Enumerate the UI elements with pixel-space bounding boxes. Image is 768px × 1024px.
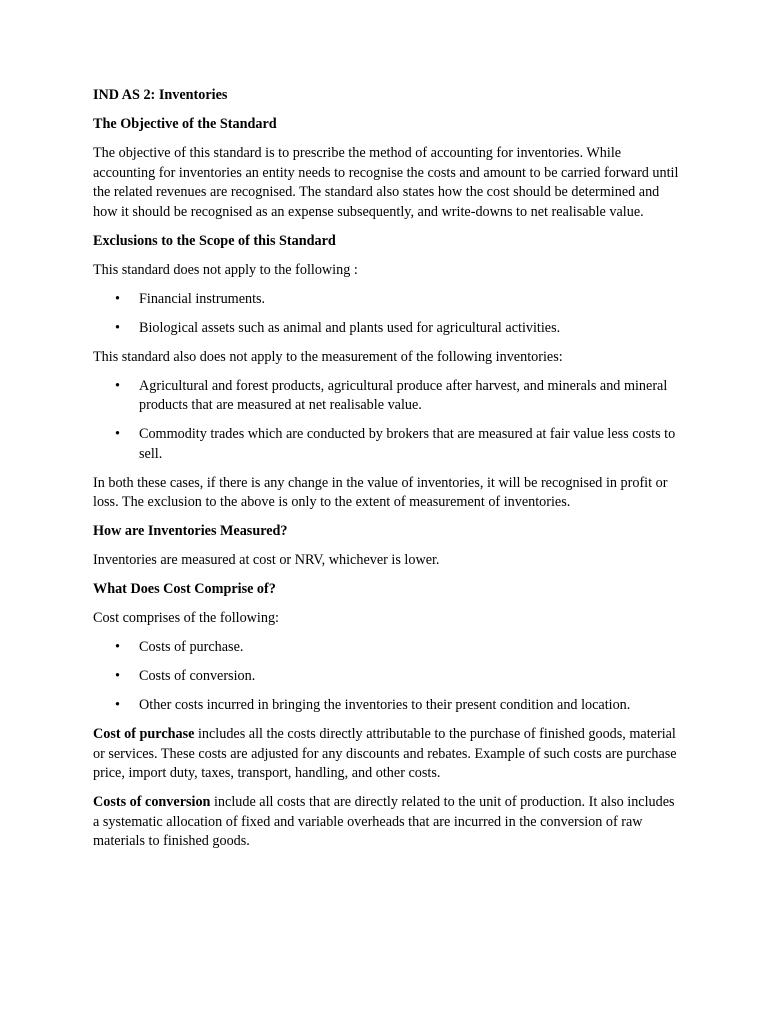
bullet-icon: • — [115, 377, 120, 394]
bullet-icon: • — [115, 426, 120, 442]
bullet-icon: • — [115, 639, 120, 655]
document-page — [93, 86, 683, 861]
cost-of-purchase-term: Cost of purchase — [93, 726, 195, 742]
list-item-text: Costs of conversion. — [139, 668, 256, 684]
exclusions-intro: This standard does not apply to the following : — [93, 261, 358, 278]
exclusions-closing: In both these cases, if there is any change in the value of inventories, it will be recognised in profit or loss. The exclusion to the above is only to the extent of measurement of inventories. — [93, 474, 668, 510]
cost-list — [93, 638, 683, 716]
exclusions-heading: Exclusions to the Scope of this Standard — [93, 232, 336, 249]
bullet-icon: • — [115, 697, 120, 713]
list-item — [93, 667, 683, 687]
measurement-heading: How are Inventories Measured? — [93, 523, 288, 539]
exclusions-list-2 — [93, 377, 683, 465]
list-item-text: Biological assets such as animal and plants used for agricultural activities. — [139, 319, 561, 336]
list-item-text: Commodity trades which are conducted by brokers that are measured at fair value less costs to sell. — [139, 426, 676, 462]
list-item-text: Financial instruments. — [139, 290, 266, 307]
cost-heading: What Does Cost Comprise of? — [93, 581, 276, 597]
list-item — [93, 425, 683, 464]
list-item — [93, 319, 683, 339]
objective-heading: The Objective of the Standard — [93, 116, 277, 132]
costs-of-conversion-text: include all costs that are directly related to the unit of production. It also includes a systematic allocation of fixed and variable overheads that are incurred in the conversion of raw materials to finished goods. — [93, 794, 675, 849]
list-item-text: Agricultural and forest products, agricultural produce after harvest, and minerals and mineral products that are measured at net realisable value. — [139, 377, 668, 413]
list-item — [93, 377, 683, 416]
list-item-text: Other costs incurred in bringing the inventories to their present condition and location. — [139, 697, 631, 713]
list-item-text: Costs of purchase. — [139, 639, 244, 655]
list-item — [93, 696, 683, 716]
list-item — [93, 638, 683, 658]
exclusions-list — [93, 290, 683, 339]
exclusions-intro-2: This standard also does not apply to the measurement of the following inventories: — [93, 348, 563, 365]
cost-intro: Cost comprises of the following: — [93, 610, 279, 626]
bullet-icon: • — [115, 668, 120, 684]
measurement-paragraph: Inventories are measured at cost or NRV, whichever is lower. — [93, 552, 440, 568]
costs-of-conversion-paragraph — [93, 793, 683, 852]
cost-of-purchase-paragraph — [93, 725, 683, 784]
document-title: IND AS 2: Inventories — [93, 87, 228, 103]
objective-paragraph: The objective of this standard is to prescribe the method of accounting for inventories. While accounting for inventories an entity needs to recognise the costs and amount to be carried forward until the related revenues are recognised. The standard also states how the cost should be determined and how it should be recognised as an expense subsequently, and write-downs to net realisable value. — [93, 145, 679, 220]
list-item — [93, 290, 683, 310]
costs-of-conversion-term: Costs of conversion — [93, 794, 211, 810]
bullet-icon: • — [115, 290, 120, 307]
cost-of-purchase-text: includes all the costs directly attributable to the purchase of finished goods, material or services. These costs are adjusted for any discounts and rebates. Example of such costs are purchase price, import duty, taxes, transport, handling, and other costs. — [93, 726, 677, 781]
bullet-icon: • — [115, 319, 120, 336]
